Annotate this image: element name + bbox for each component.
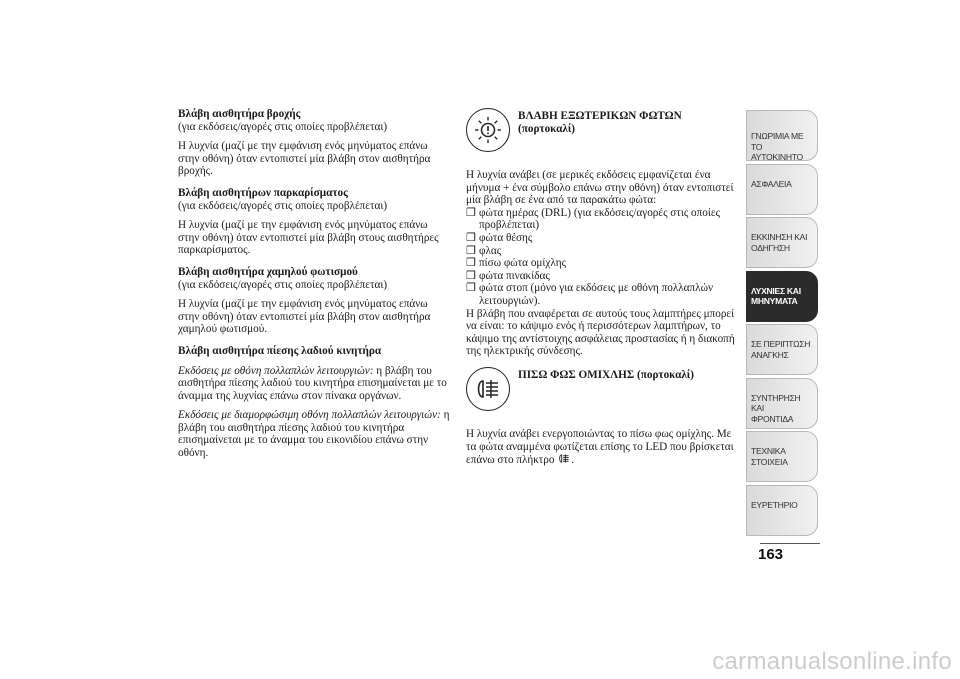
body-text-rest: η βλάβη του αισθητήρα πίεσης λαδιού του κινητήρα επισημαίνεται με το άναμμα του εικονιδίου επάνω στην οθόνη. — [178, 409, 450, 460]
warning-header-exterior-lights — [466, 108, 738, 163]
tab-maintenance-care[interactable]: ΣΥΝΤΗΡΗΣΗ ΚΑΙ ΦΡΟΝΤΙΔΑ — [746, 378, 818, 429]
tab-index[interactable]: ΕΥΡΕΤΗΡΙΟ — [746, 485, 818, 536]
tab-warning-lights-messages[interactable]: ΛΥΧΝΙΕΣ ΚΑΙ ΜΗΝΥΜΑΤΑ — [746, 271, 818, 322]
checkbox-bullet-icon: ❒ — [466, 257, 477, 270]
section-title: Βλάβη αισθητήρων παρκαρίσματος — [178, 186, 348, 199]
body-text: Η λυχνία ανάβει (σε μερικές εκδόσεις εμφανίζεται ένα μήνυμα + ένα σύμβολο επάνω στην οθόνη) όταν εντοπιστεί μία βλάβη σε ένα από τα παρακάτω φώτα: — [466, 169, 734, 207]
section-subtitle: (για εκδόσεις/αγορές στις οποίες προβλέπεται) — [178, 120, 388, 133]
section-subtitle: (για εκδόσεις/αγορές στις οποίες προβλέπεται) — [178, 278, 388, 291]
checkbox-bullet-icon: ❒ — [466, 282, 477, 295]
list-item: ❒ πίσω φώτα ομίχλης — [466, 257, 566, 270]
page-number-divider — [760, 543, 820, 544]
bullet-list — [466, 207, 738, 308]
list-item: ❒ φώτα θέσης — [466, 231, 533, 244]
section-subtitle: (για εκδόσεις/αγορές στις οποίες προβλέπεται) — [178, 199, 388, 212]
italic-lead: Εκδόσεις με οθόνη πολλαπλών λειτουργιών: — [178, 364, 374, 377]
italic-lead: Εκδόσεις με διαμορφώσιμη οθόνη πολλαπλών λειτουργιών: — [178, 409, 441, 422]
tab-emergency[interactable]: ΣΕ ΠΕΡΙΠΤΩΣΗ ΑΝΑΓΚΗΣ — [746, 324, 818, 375]
checkbox-bullet-icon: ❒ — [466, 244, 477, 257]
list-item: ❒ φλας — [466, 244, 502, 257]
warning-title: ΒΛΑΒΗ ΕΞΩΤΕΡΙΚΩΝ ΦΩΤΩΝ (πορτοκαλί) — [518, 110, 682, 135]
tab-vehicle-introduction[interactable]: ΓΝΩΡΙΜΙΑ ΜΕ ΤΟ ΑΥΤΟΚΙΝΗΤΟ — [746, 110, 818, 161]
body-text — [178, 365, 450, 403]
tab-technical-data[interactable]: ΤΕΧΝΙΚΑ ΣΤΟΙΧΕΙΑ — [746, 431, 818, 482]
section-title: Βλάβη αισθητήρα χαμηλού φωτισμού — [178, 265, 358, 278]
right-column — [466, 108, 738, 467]
list-item: ❒ φώτα πινακίδας — [466, 269, 550, 282]
checkbox-bullet-icon: ❒ — [466, 206, 477, 219]
rear-fog-light-icon — [557, 453, 571, 464]
tab-safety[interactable]: ΑΣΦΑΛΕΙΑ — [746, 164, 818, 215]
body-text-rest: η βλάβη του αισθητήρα πίεσης λαδιού του κινητήρα επισημαίνεται με το άναμμα της λυχνίας επάνω στον πίνακα οργάνων. — [178, 364, 447, 402]
checkbox-bullet-icon: ❒ — [466, 231, 477, 244]
body-text: Η λυχνία (μαζί με την εμφάνιση ενός μηνύματος επάνω στην οθόνη) όταν εντοπιστεί μία βλάβη στους αισθητήρες παρκαρίσματος. — [178, 219, 439, 257]
chapter-tabs — [746, 110, 818, 538]
warning-title: ΠΙΣΩ ΦΩΣ ΟΜΙΧΛΗΣ (πορτοκαλί) — [518, 368, 695, 381]
page-number: 163 — [758, 546, 784, 563]
watermark: carmanualsonline.info — [712, 648, 952, 675]
checkbox-bullet-icon: ❒ — [466, 269, 477, 282]
section-title: Βλάβη αισθητήρα βροχής — [178, 108, 301, 120]
rear-fog-light-icon — [466, 367, 510, 411]
body-text: Η λυχνία (μαζί με την εμφάνιση ενός μηνύματος επάνω στην οθόνη) όταν εντοπιστεί μία βλάβη στον αισθητήρα χαμηλού φωτισμού. — [178, 298, 431, 336]
left-column — [178, 108, 450, 460]
body-text: Η λυχνία (μαζί με την εμφάνιση ενός μηνύματος επάνω στην οθόνη) όταν εντοπιστεί μία βλάβη στον αισθητήρα βροχής. — [178, 140, 431, 178]
list-item: ❒ φώτα ημέρας (DRL) (για εκδόσεις/αγορές στις οποίες προβλέπεται) — [466, 206, 721, 232]
list-item: ❒ φώτα στοπ (μόνο για εκδόσεις με οθόνη πολλαπλών λειτουργιών). — [466, 282, 714, 307]
body-text: Η βλάβη που αναφέρεται σε αυτούς τους λαμπτήρες μπορεί να είναι: το κάψιμο ενός ή περισσότερων λαμπτήρων, το κάψιμο της αντίστοιχης ασφάλειας προστασίας ή η διακοπή της ηλεκτρικής σύνδεσης. — [466, 307, 735, 358]
exterior-lights-fault-icon — [466, 108, 510, 152]
body-text: Η λυχνία ανάβει ενεργοποιώντας το πίσω φως ομίχλης. Με τα φώτα αναμμένα φωτίζεται επίσης το LED που βρίσκεται επάνω στο πλήκτρο . — [466, 427, 734, 467]
tab-starting-driving[interactable]: ΕΚΚΙΝΗΣΗ ΚΑΙ ΟΔΗΓΗΣΗ — [746, 217, 818, 268]
section-title: Βλάβη αισθητήρα πίεσης λαδιού κινητήρα — [178, 344, 382, 357]
body-text — [178, 409, 450, 459]
warning-header-rear-fog — [466, 367, 738, 422]
